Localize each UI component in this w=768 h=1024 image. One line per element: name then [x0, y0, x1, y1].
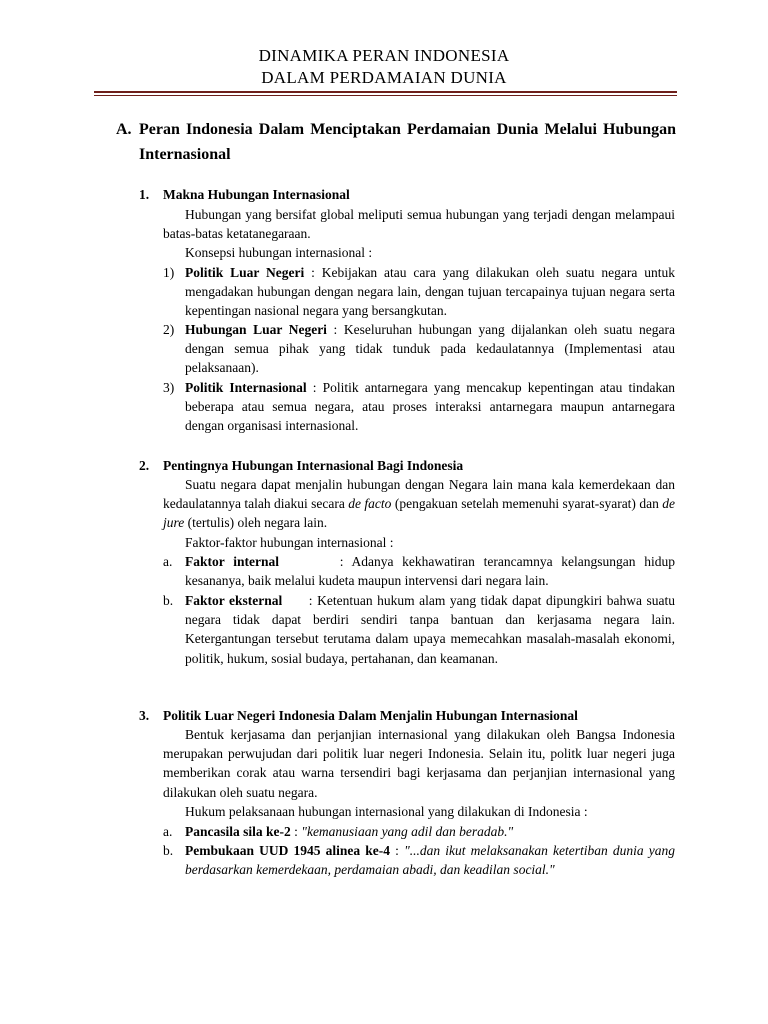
concept-item-2-text: Keseluruhan hubungan yang dijalankan oleh suatu negara dengan semua pihak yang tidak tunduk pada kedaulatannya (Implementasi atau pelaksanaan).	[185, 322, 675, 376]
concept-item-1-separator: :	[304, 265, 322, 280]
subsection-3-title: Politik Luar Negeri Indonesia Dalam Menjalin Hubungan Internasional	[163, 708, 578, 723]
subsection-2-paragraph-part-3: (tertulis) oleh negara lain.	[184, 515, 328, 531]
de-facto-term: de facto	[348, 496, 392, 512]
subsection-1-paragraph: Hubungan yang bersifat global meliputi semua hubungan yang terjadi dengan melampaui batas-batas ketatanegaraan.	[163, 207, 675, 242]
concept-item-1-text: Kebijakan atau cara yang dilakukan oleh suatu negara untuk mengadakan hubungan dengan negara lain, dengan tujuan tercapainya tujuan negara serta kepentingan nasional negara yang bersangkutan.	[185, 265, 675, 319]
law-item-a-letter: a.	[163, 824, 173, 839]
law-item-a-quote: "kemanusiaan yang adil dan beradab."	[301, 824, 514, 839]
factor-item-b-separator: :	[304, 593, 318, 608]
section-a-title: Peran Indonesia Dalam Menciptakan Perdamaian Dunia Melalui Hubungan Internasional	[139, 121, 676, 163]
concept-item-2-term: Hubungan Luar Negeri	[185, 322, 327, 337]
subsection-3-number: 3.	[139, 708, 150, 723]
subsection-1-title: Makna Hubungan Internasional	[163, 187, 350, 202]
subsection-2-paragraph	[163, 475, 675, 533]
factor-item-b	[185, 591, 675, 668]
subsection-3-law-intro: Hukum pelaksanaan hubungan internasional yang dilakukan di Indonesia :	[185, 804, 588, 819]
factor-item-a-letter: a.	[163, 554, 173, 569]
law-item-a-separator: :	[290, 824, 302, 839]
subsection-3-paragraph: Bentuk kerjasama dan perjanjian internasional yang dilakukan oleh Bangsa Indonesia merupakan perwujudan dari politik luar negeri Indonesia. Selain itu, politk luar negeri juga memberikan corak atau warna tersendiri bagi kerjasama dan perjanjian internasional yang dilakukan oleh suatu negara.	[163, 727, 675, 800]
document-title-line-1: DINAMIKA PERAN INDONESIA	[258, 46, 510, 65]
factor-item-b-letter: b.	[163, 593, 174, 608]
concept-item-1-term: Politik Luar Negeri	[185, 265, 305, 280]
subsection-2-paragraph-part-1: Suatu negara dapat menjalin hubungan dengan Negara lain mana kala kemerdekaan dan kedaulatannya talah diakui secara	[163, 477, 675, 512]
concept-item-3-separator: :	[306, 380, 323, 395]
subsection-2-number: 2.	[139, 458, 150, 473]
factor-item-b-text: Ketentuan hukum alam yang tidak dapat dipungkiri bahwa suatu negara tidak dapat berdiri sendiri tanpa bantuan dan kerjasama negara lain. Ketergantungan tersebut terutama dalam upaya memecahkan masalah-masalah ekonomi, politik, hukum, sosial budaya, pertahanan, dan keamanan.	[185, 593, 675, 666]
concept-item-2-separator: :	[326, 322, 344, 337]
subsection-2-title: Pentingnya Hubungan Internasional Bagi Indonesia	[163, 458, 464, 473]
concept-item-3-text: Politik antarnegara yang mencakup kepentingan atau tindakan beberapa atau semua negara, atau proses interaksi antarnegara maupun antarnegara dengan organisasi internasional.	[185, 380, 675, 434]
concept-item-2-number: 2)	[163, 322, 175, 337]
law-item-a-term: Pancasila sila ke-2	[185, 824, 291, 839]
law-item-b-letter: b.	[163, 843, 174, 858]
law-item-b	[185, 841, 675, 879]
law-item-b-quote: "...dan ikut melaksanakan ketertiban dunia yang berdasarkan kemerdekaan, perdamaian abadi, dan keadilan social."	[185, 843, 675, 878]
concept-item-2	[185, 320, 675, 378]
document-title-line-2: DALAM PERDAMAIAN DUNIA	[261, 68, 507, 87]
concept-item-3	[185, 378, 675, 436]
title-underline-thin	[94, 95, 677, 96]
concept-item-3-number: 3)	[163, 380, 175, 395]
section-a-heading	[116, 117, 676, 167]
factor-item-a-term: Faktor internal	[185, 554, 279, 569]
section-a-label: A.	[116, 121, 132, 138]
law-item-b-term: Pembukaan UUD 1945 alinea ke-4	[185, 843, 391, 858]
factor-item-a-text: Adanya kekhawatiran terancamnya kelangsungan hidup kesananya, baik melalui kudeta maupun intervensi dari negara lain.	[185, 554, 675, 589]
subsection-2-factors-intro: Faktor-faktor hubungan internasional :	[185, 535, 394, 550]
law-item-a	[185, 822, 675, 841]
factor-item-b-term: Faktor eksternal	[185, 593, 283, 608]
de-jure-term: de jure	[163, 496, 675, 531]
concept-item-1-number: 1)	[163, 265, 175, 280]
law-item-b-separator: :	[390, 843, 405, 858]
title-underline-thick	[94, 91, 677, 93]
factor-item-a	[185, 552, 675, 590]
subsection-2-paragraph-part-2: (pengakuan setelah memenuhi syarat-syarat) dan	[391, 496, 663, 512]
factor-item-a-separator: :	[330, 554, 352, 569]
concept-item-3-term: Politik Internasional	[185, 380, 307, 395]
concept-item-1	[185, 263, 675, 321]
subsection-1-number: 1.	[139, 187, 150, 202]
subsection-1-concept-intro: Konsepsi hubungan internasional :	[185, 245, 373, 260]
